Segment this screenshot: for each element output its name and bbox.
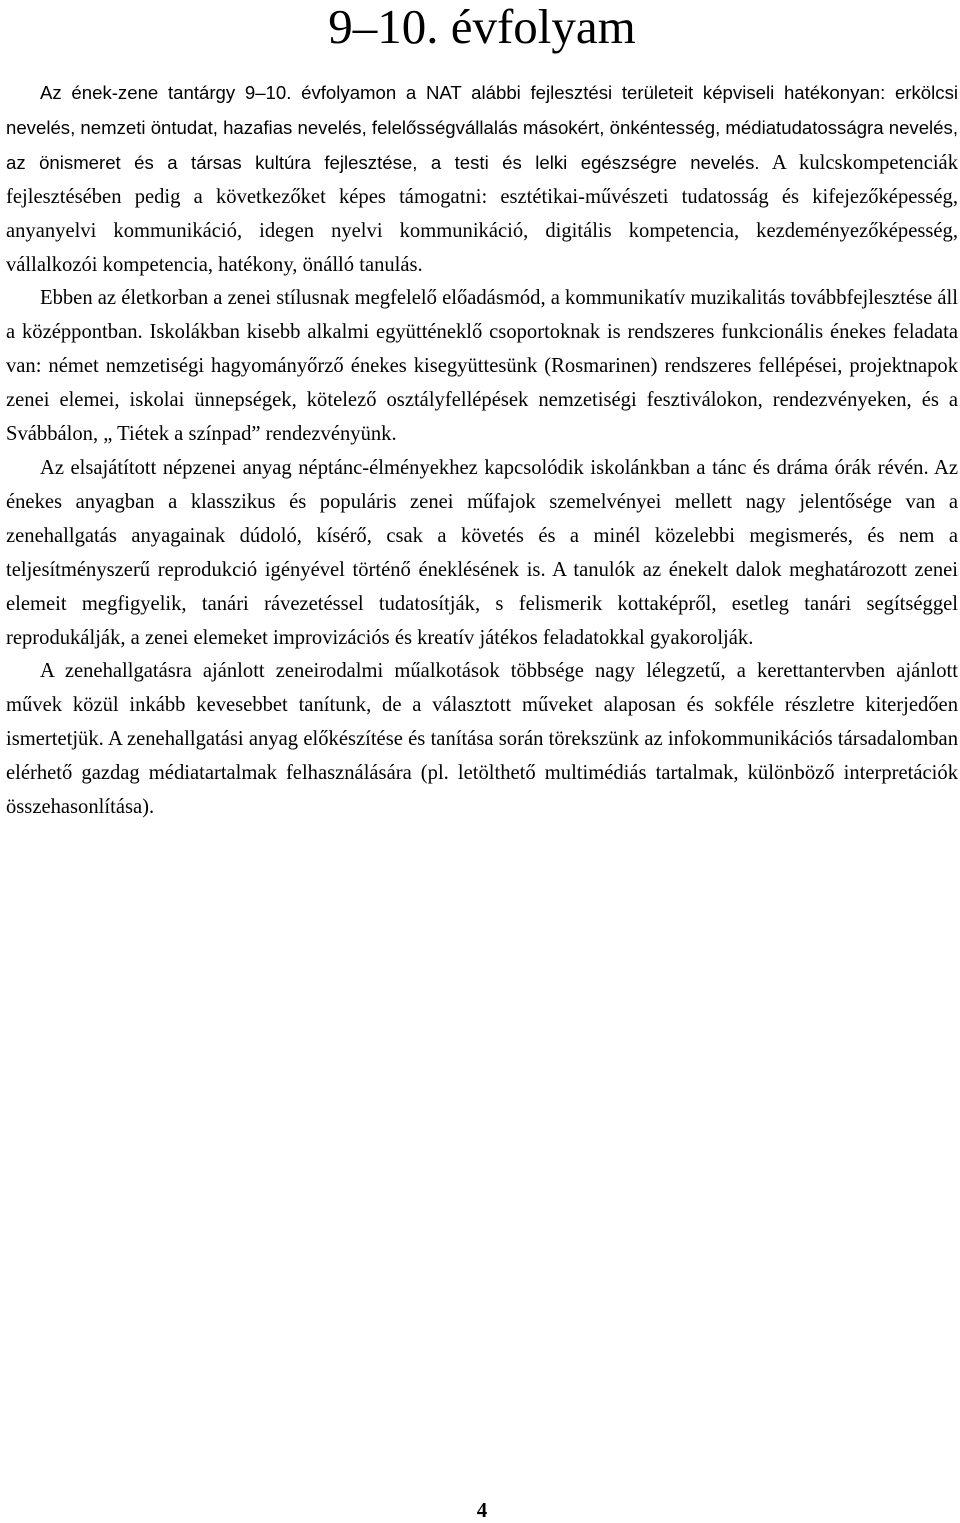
paragraph-4: A zenehallgatásra ajánlott zeneirodalmi műalkotások többsége nagy lélegzetű, a kerettantervben ajánlott művek közül inkább kevesebbet tanítunk, de a választott műveket alaposan és sokféle részletre kiterjedően ismertetjük. A zenehallgatási anyag előkészítése és tanítása során törekszünk az infokommunikációs társadalomban elérhető gazdag médiatartalmak felhasználására (pl. letölthető multimédiás tartalmak, különböző interpretációk összehasonlítása). [6, 660, 958, 819]
page-title: 9–10. évfolyam [328, 0, 636, 54]
page-number: 4 [476, 1498, 488, 1522]
paragraph-1 [6, 76, 958, 282]
paragraph-2: Ebben az életkorban a zenei stílusnak megfelelő előadásmód, a kommunikatív muzikalitás továbbfejlesztése áll a középpontban. Iskolákban kisebb alkalmi együtténeklő csoportoknak is rendszeres funkcionális énekes feladata van: német nemzetiségi hagyományőrző énekes kisegyüttesünk (Rosmarinen) rendszeres fellépései, projektnapok zenei elemei, iskolai ünnepségek, kötelező osztályfellépések nemzetiségi fesztiválokon, rendezvényeken, és a Svábbálon, „ Tiétek a színpad” rendezvényünk. [6, 287, 958, 446]
paragraph-1-sans-text: Az ének-zene tantárgy 9–10. évfolyamon a NAT alábbi fejlesztési területeit képviseli hatékonyan: erkölcsi nevelés, nemzeti öntudat, hazafias nevelés, felelősségvállalás másokért, önkéntesség, médiatudatosságra nevelés, az önismeret és a társas kultúra fejlesztése, a testi és lelki egészségre nevelés. [6, 82, 958, 173]
paragraph-1-serif-text: A kulcskompetenciák fejlesztésében pedig a következőket képes támogatni: esztétikai-művészeti tudatosság és kifejezőképesség, anyanyelvi kommunikáció, idegen nyelvi kommunikáció, digitális kompetencia, kezdeményezőképesség, vállalkozói kompetencia, hatékony, önálló tanulás. [6, 151, 958, 276]
paragraph-3: Az elsajátított népzenei anyag néptánc-élményekhez kapcsolódik iskolánkban a tánc és dráma órák révén. Az énekes anyagban a klasszikus és populáris zenei műfajok szemelvényei mellett nagy jelentősége van a zenehallgatás anyagainak dúdoló, kísérő, csak a követés és a minél közelebbi megismerés, és nem a teljesítményszerű reprodukció igényével történő éneklésének is. A tanulók az énekelt dalok meghatározott zenei elemeit megfigyelik, tanári rávezetéssel tudatosítják, s felismerik kottaképről, esetleg tanári segítséggel reprodukálják, a zenei elemeket improvizációs és kreatív játékos feladatokkal gyakorolják. [6, 456, 958, 649]
document-page [6, 0, 958, 1523]
